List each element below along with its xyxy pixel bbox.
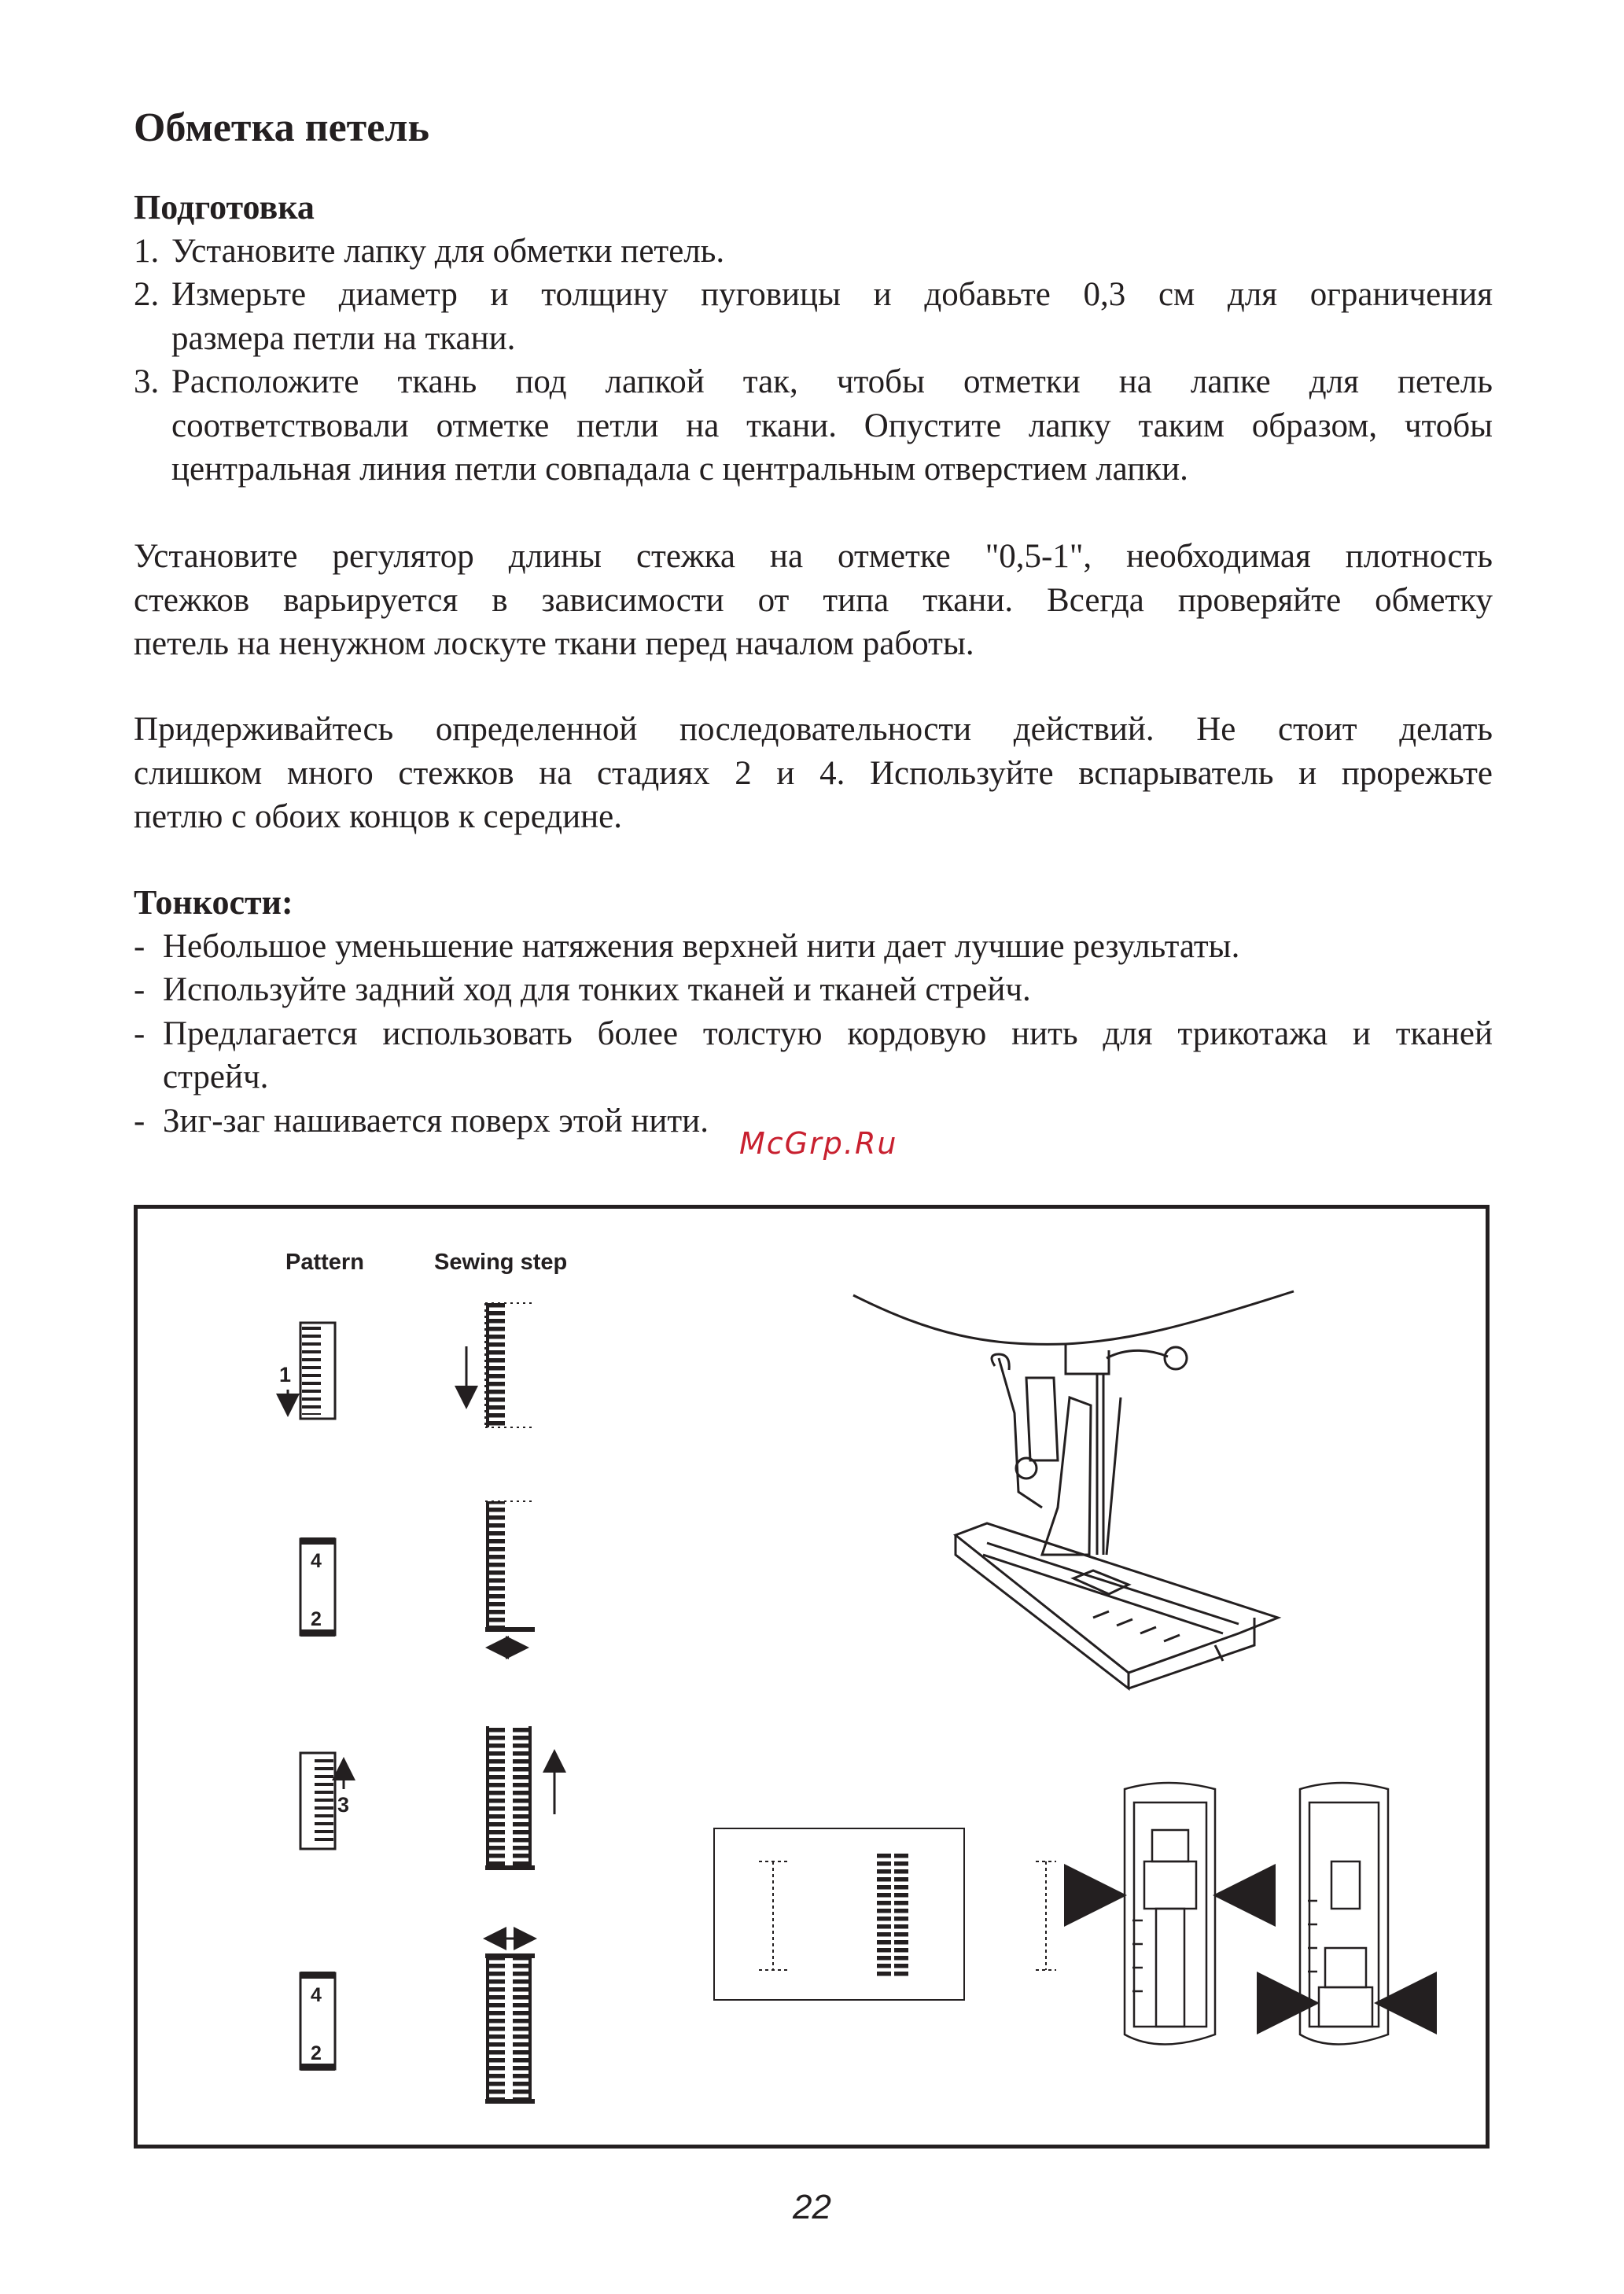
list-item [134, 925, 1493, 969]
step-text-line: центральная линия петли совпадала с центральным отверстием лапки. [171, 451, 1188, 488]
sewing-step-1 [466, 1303, 535, 1427]
page-number: 22 [793, 2188, 831, 2226]
presser-foot-illustration [853, 1291, 1294, 1688]
watermark: McGrp.Ru [739, 1126, 898, 1161]
page-title: Обметка петель [134, 105, 429, 150]
tip-text: Небольшое уменьшение натяжения верхней нити дает лучшие результаты. [163, 927, 1240, 965]
step-number: 3. [134, 363, 160, 400]
paragraph-line: стежков варьируется в зависимости от типа ткани. Всегда проверяйте обметку [134, 581, 1493, 619]
pattern-step-4 [300, 1972, 335, 2071]
pattern-step-1 [279, 1323, 335, 1419]
paragraph-line: Установите регулятор длины стежка на отметке "0,5-1", необходимая плотность [134, 538, 1493, 575]
buttonhole-foot-top-view-2 [1282, 1783, 1404, 2045]
paragraph-stitch-length [134, 535, 1493, 666]
step-number-3: 3 [337, 1793, 350, 1817]
pattern-step-3 [300, 1753, 349, 1849]
sewing-step-label: Sewing step [434, 1250, 568, 1275]
tips-heading: Тонкости: [134, 883, 293, 922]
step-number-4: 4 [311, 1984, 322, 2006]
step-number-1: 1 [279, 1363, 292, 1386]
tips-section [134, 881, 1493, 1143]
paragraph-line: слишком много стежков на стадиях 2 и 4. Используйте вспарыватель и прорежьте [134, 754, 1493, 792]
step-text-line: соответствовали отметке петли на ткани. Опустите лапку таким образом, чтобы [171, 407, 1493, 444]
step-text-line: размера петли на ткани. [171, 319, 516, 357]
buttonhole-figure [134, 1205, 1490, 2149]
preparation-heading: Подготовка [134, 188, 315, 226]
sewing-step-3 [485, 1726, 554, 1868]
tip-text: Зиг-заг нашивается поверх этой нити. [163, 1102, 709, 1140]
pattern-label: Pattern [285, 1250, 364, 1275]
tip-text-line: стрейч. [163, 1059, 269, 1095]
tip-text-line: Предлагается использовать более толстую кордовую нить для трикотажа и тканей [163, 1014, 1493, 1052]
list-item [134, 360, 1493, 492]
list-item [134, 968, 1493, 1012]
list-item [134, 273, 1493, 360]
step-text-line: Расположите ткань под лапкой так, чтобы отметки на лапке для петель [171, 363, 1493, 400]
step-number-2: 2 [311, 1608, 322, 1630]
pattern-step-2 [300, 1537, 335, 1637]
buttonhole-foot-top-view-1 [1089, 1783, 1258, 2045]
list-item [134, 1012, 1493, 1099]
tip-text: Используйте задний ход для тонких тканей и тканей стрейч. [163, 971, 1031, 1008]
step-text: Установите лапку для обметки петель. [171, 232, 725, 270]
step-text-line: Измерьте диаметр и толщину пуговицы и добавьте 0,3 см для ограничения [171, 276, 1493, 313]
paragraph-line: петлю с обоих концов к середине. [134, 798, 623, 835]
bullet: - [134, 1102, 145, 1140]
step-number: 1. [134, 232, 160, 270]
bullet: - [134, 927, 145, 965]
step-number: 2. [134, 276, 160, 313]
fabric-sample [714, 1828, 1056, 2000]
preparation-section [134, 186, 1493, 492]
paragraph-sequence [134, 708, 1493, 839]
figure-drawing [138, 1209, 1486, 2145]
step-number-4: 4 [311, 1550, 322, 1572]
step-number-2: 2 [311, 2042, 322, 2064]
list-item [134, 230, 1493, 274]
bullet: - [134, 1014, 145, 1052]
bullet: - [134, 971, 145, 1008]
sewing-step-4 [485, 1939, 535, 2101]
paragraph-line: Придерживайтесь определенной последовательности действий. Не стоит делать [134, 711, 1493, 748]
paragraph-line: петель на ненужном лоскуте ткани перед началом работы. [134, 625, 974, 662]
sewing-step-2 [485, 1501, 535, 1648]
